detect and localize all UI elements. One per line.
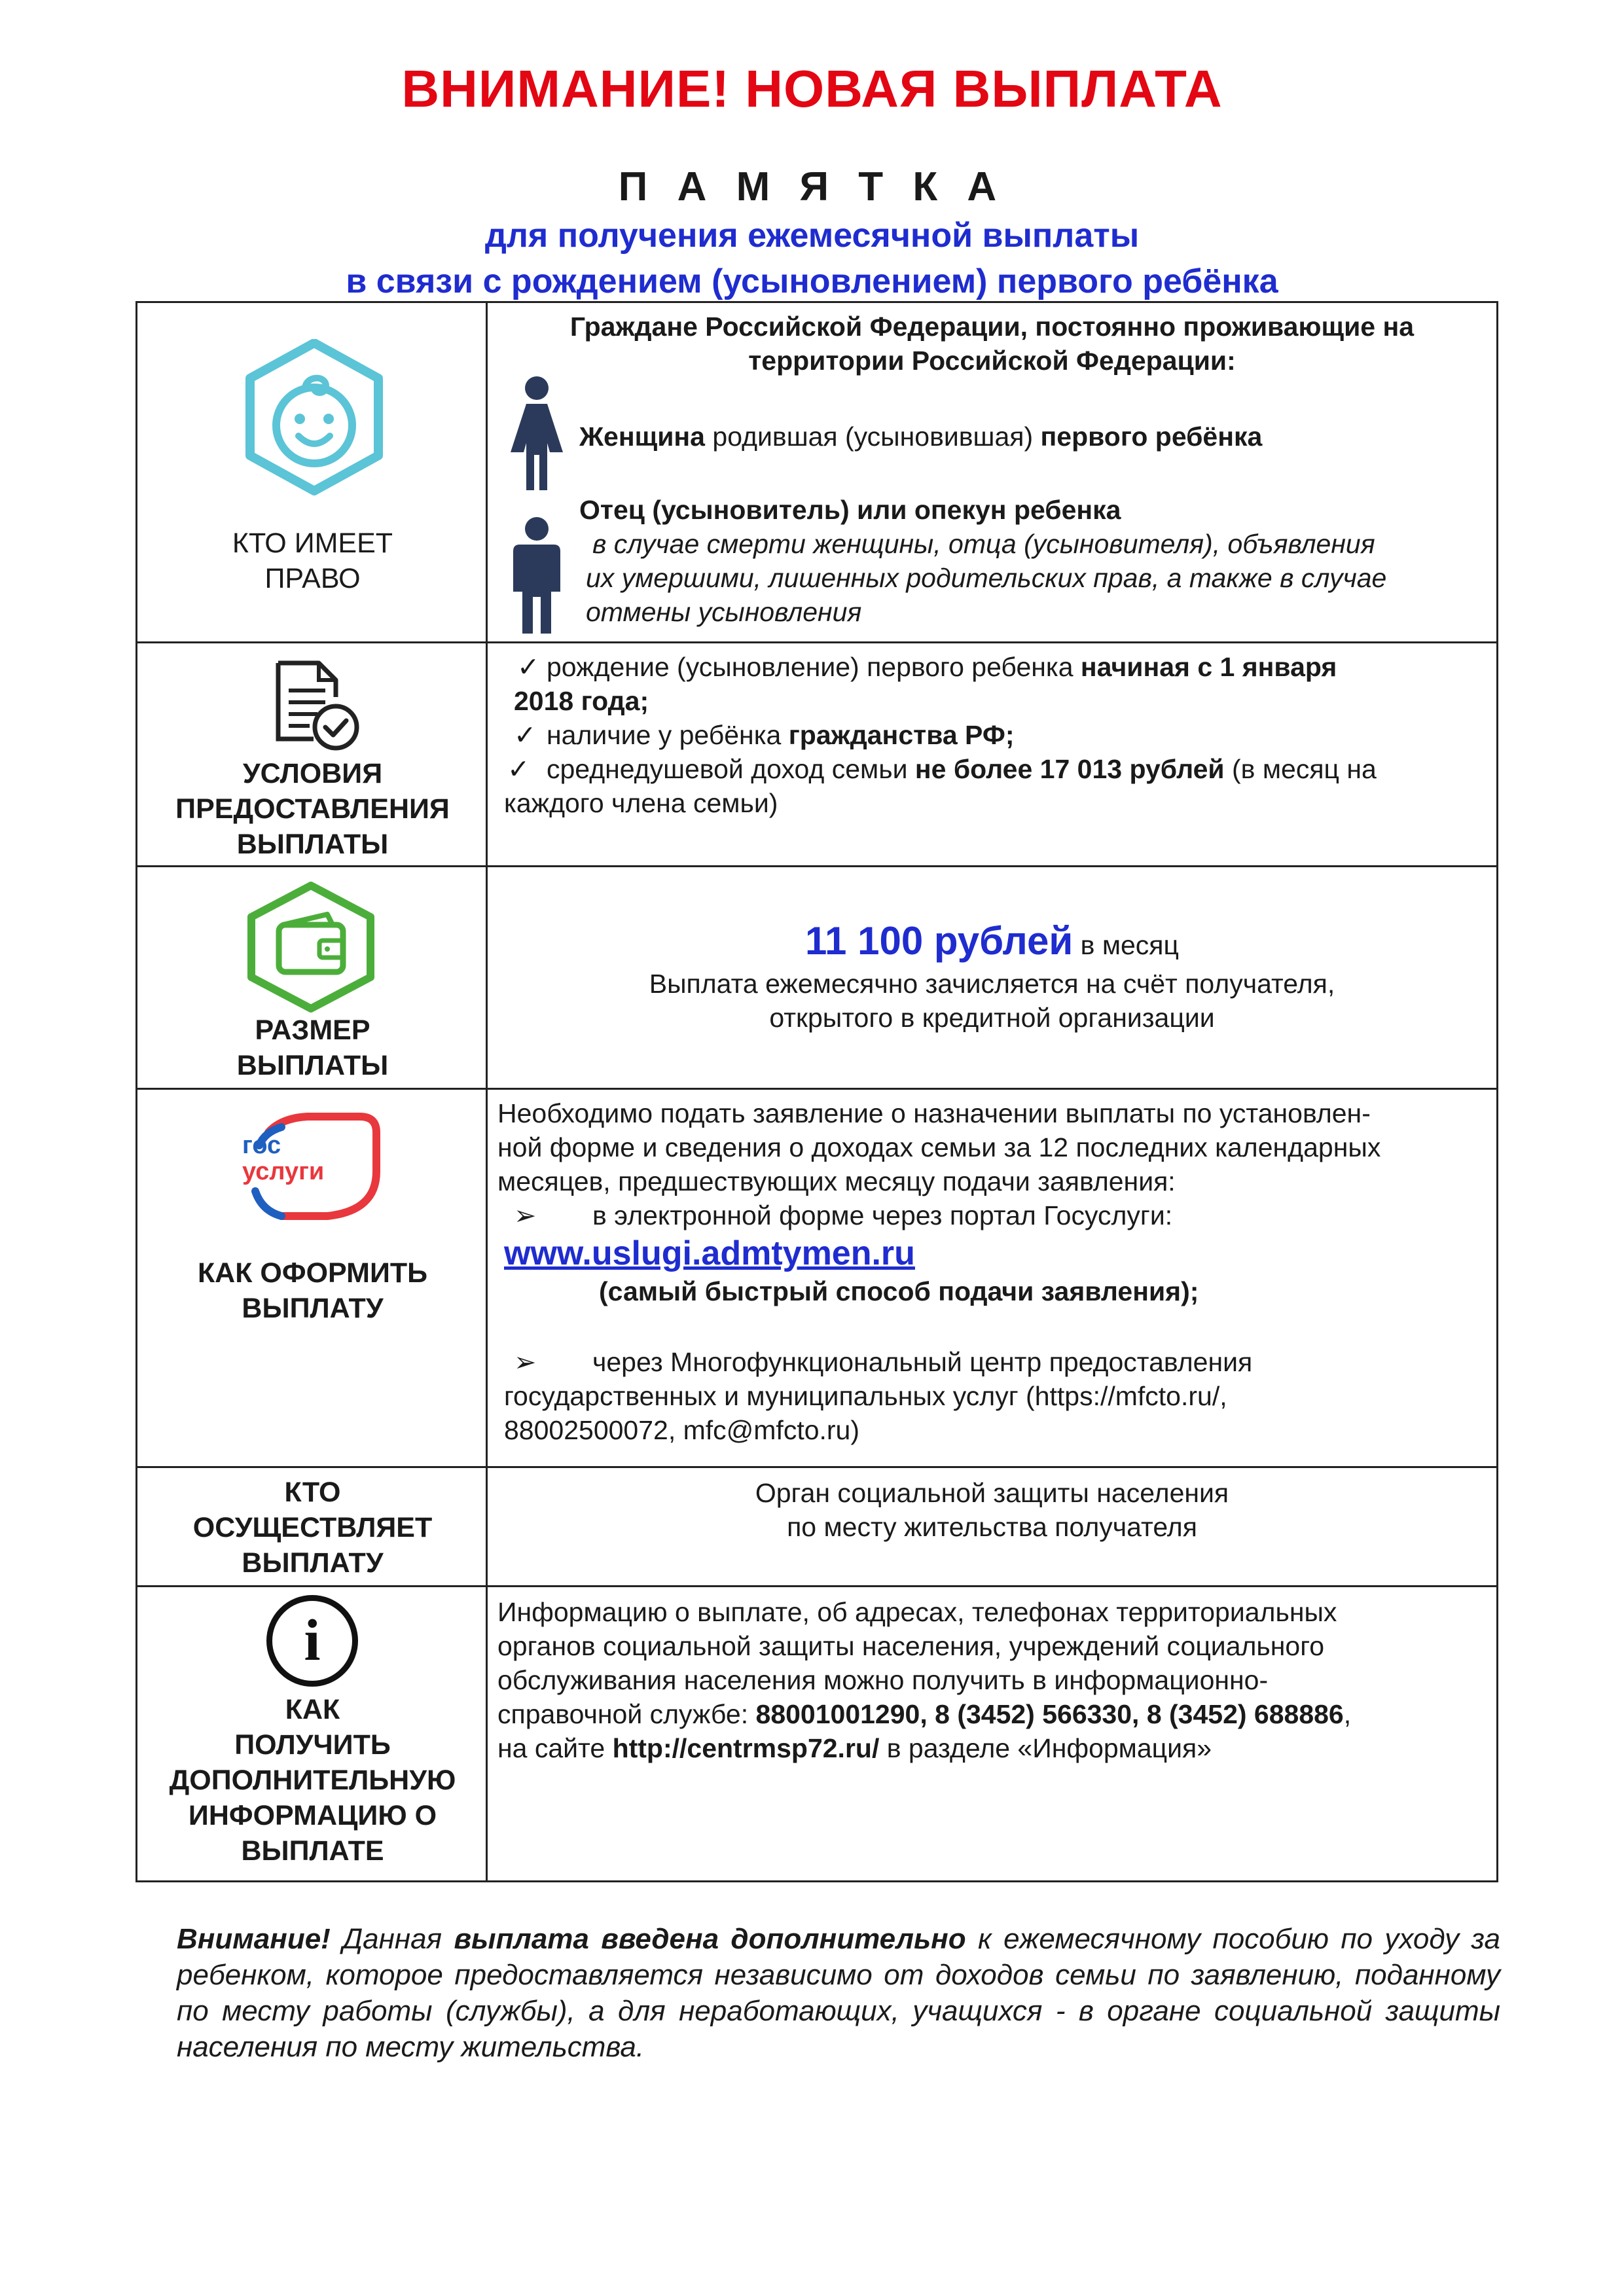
row-who-label-cell [137,303,488,641]
row-who-content-cell [488,303,1496,641]
info-line-5-text: на сайте [497,1733,613,1763]
wallet-icon [242,882,380,1013]
row-amount-label-1: РАЗМЕР [255,1014,370,1046]
note-bold-2: выплата введена дополнительно [454,1923,966,1955]
how-fast-note: (самый быстрый способ подачи заявления); [599,1276,1199,1306]
note-text-2: к ежемесячному пособию по уходу за ребенком, которое предоставляется независимо от доходов семьи по заявлению, поданному по месту работы (службы), а для неработающих, учащихся - в органе социальной защиты населения по месту жительства. [177,1923,1500,2063]
condition-1 [547,650,1490,684]
how-option-2-line-3: 88002500072, mfc@mfcto.ru) [504,1415,860,1445]
row-conditions-label-3: ВЫПЛАТЫ [236,829,389,860]
info-line-4-text: справочной службе: [497,1699,756,1729]
check-mark-2: ✓ [514,720,537,750]
arrow-bullet-1: ➢ [514,1200,537,1230]
check-mark-3: ✓ [507,754,530,784]
row-payer-label-cell [137,1468,488,1585]
subtitle-line-1: для получения ежемесячной выплаты [484,217,1140,255]
row-amount-label-cell [137,867,488,1088]
how-intro-line-2: ной форме и сведения о доходах семьи за 12 последних календарных [497,1132,1381,1162]
row-conditions-label-cell [137,643,488,865]
gosuslugi-logo-top: гос [242,1132,281,1159]
how-option-2-line-2: государственных и муниципальных услуг (https://mfcto.ru/, [504,1381,1227,1411]
how-option-1: в электронной форме через портал Госуслуги: [592,1200,1173,1230]
gosuslugi-logo [242,1106,383,1221]
row-info-label-2: ПОЛУЧИТЬ [234,1729,391,1761]
memo-heading: П А М Я Т К А [618,164,1006,209]
amount-line-1: Выплата ежемесячно зачисляется на счёт получателя, [649,969,1335,999]
row-how-label-cell [137,1090,488,1466]
row-conditions [137,643,1496,867]
info-line-2: органов социальной защиты населения, учреждений социального [497,1631,1325,1661]
row-amount [137,867,1496,1090]
row-how-content-cell [488,1090,1496,1466]
document-check-icon [265,656,363,755]
row-how-label-1: КАК ОФОРМИТЬ [197,1257,428,1289]
row-info-label-4: ИНФОРМАЦИЮ О [188,1800,437,1831]
woman-line [579,420,1262,454]
row-info-content-cell [488,1587,1496,1880]
woman-text: родившая (усыновившая) [705,422,1041,452]
info-icon [266,1595,358,1687]
how-option-2-line-1: через Многофункциональный центр предоставления [592,1347,1253,1377]
condition-1-bold-line-2: 2018 года; [514,686,649,716]
row-who [137,303,1496,643]
row-info-label-cell [137,1587,488,1880]
info-site: http://centrmsp72.ru/ [612,1733,880,1763]
payer-line-1: Орган социальной защиты населения [755,1478,1229,1508]
info-phones: 88001001290, 8 (3452) 566330, 8 (3452) 688886 [755,1699,1344,1729]
woman-icon [504,375,569,493]
row-payer-label-1: КТО [284,1477,341,1508]
father-title: Отец (усыновитель) или опекун ребенка [579,495,1121,525]
info-line-5-tail: в разделе «Информация» [879,1733,1212,1763]
arrow-bullet-2: ➢ [514,1347,537,1377]
condition-3-text: среднедушевой доход семьи [547,754,915,784]
condition-1-bold: начиная с 1 января [1080,652,1337,682]
row-conditions-label-2: ПРЕДОСТАВЛЕНИЯ [175,793,450,825]
amount-sum: 11 100 рублей [805,919,1074,963]
row-how-label-2: ВЫПЛАТУ [242,1293,384,1324]
man-icon [504,516,569,637]
row-how [137,1090,1496,1468]
gosuslugi-link[interactable]: www.uslugi.admtymen.ru [504,1234,915,1272]
payer-line-2: по месту жительства получателя [787,1512,1197,1542]
how-intro-line-3: месяцев, предшествующих месяцу подачи заявления: [497,1166,1176,1196]
father-line-1: в случае смерти женщины, отца (усыновителя), объявления [592,529,1375,559]
row-payer-label-3: ВЫПЛАТУ [242,1547,384,1579]
gosuslugi-link-line [504,1232,915,1276]
who-intro-line-1: Граждане Российской Федерации, постоянно проживающие на [569,312,1415,342]
note-bold-1: Внимание! [177,1923,331,1955]
condition-1-text: рождение (усыновление) первого ребенка [547,652,1081,682]
subtitle-line-2: в связи с рождением (усыновлением) первого ребёнка [346,262,1278,300]
info-table [135,301,1498,1882]
row-conditions-label-1: УСЛОВИЯ [242,758,383,789]
amount-line-2: открытого в кредитной организации [769,1003,1215,1033]
row-payer-content-cell [488,1468,1496,1585]
attention-note [177,1921,1500,2065]
condition-3-line-2: каждого члена семьи) [504,788,778,818]
row-amount-label-2: ВЫПЛАТЫ [236,1050,389,1081]
row-amount-content-cell [488,867,1496,1088]
condition-3-tail: (в месяц на [1224,754,1377,784]
baby-face-icon [242,339,386,496]
main-title: ВНИМАНИЕ! НОВАЯ ВЫПЛАТА [401,60,1223,118]
row-info-label-5: ВЫПЛАТЕ [241,1835,384,1867]
gosuslugi-logo-bottom: услуги [242,1158,325,1185]
info-line-3: обслуживания населения можно получить в информационно- [497,1665,1269,1695]
woman-bold-2: первого ребёнка [1040,422,1263,452]
row-conditions-content-cell [488,643,1496,865]
note-text-1: Данная [330,1923,454,1955]
condition-2-text: наличие у ребёнка [547,720,789,750]
row-info-label-1: КАК [285,1694,340,1725]
how-intro-line-1: Необходимо подать заявление о назначении выплаты по установлен- [497,1098,1371,1128]
row-info [137,1587,1496,1880]
info-line-4-tail: , [1343,1699,1352,1729]
woman-bold-1: Женщина [579,422,705,452]
father-line-2: их умершими, лишенных родительских прав, а также в случае [586,563,1387,593]
row-payer-label-2: ОСУЩЕСТВЛЯЕТ [192,1512,433,1543]
condition-3 [547,752,1377,786]
row-who-label-2: ПРАВО [264,563,361,594]
row-info-label-3: ДОПОЛНИТЕЛЬНУЮ [169,1765,456,1796]
amount-sum-line [488,918,1496,968]
info-icon-glyph: i [304,1608,321,1673]
who-intro-line-2: территории Российской Федерации: [748,346,1236,376]
check-mark-1: ✓ [517,652,540,682]
row-payer [137,1468,1496,1587]
condition-3-bold: не более 17 013 рублей [914,754,1225,784]
condition-2 [547,718,1015,752]
father-line-3: отмены усыновления [586,597,862,627]
amount-per: в месяц [1073,930,1179,960]
info-line-5 [497,1731,1212,1765]
info-line-4 [497,1697,1351,1731]
row-who-label-1: КТО ИМЕЕТ [232,528,393,559]
condition-2-bold: гражданства РФ; [788,720,1015,750]
info-line-1: Информацию о выплате, об адресах, телефонах территориальных [497,1597,1337,1627]
